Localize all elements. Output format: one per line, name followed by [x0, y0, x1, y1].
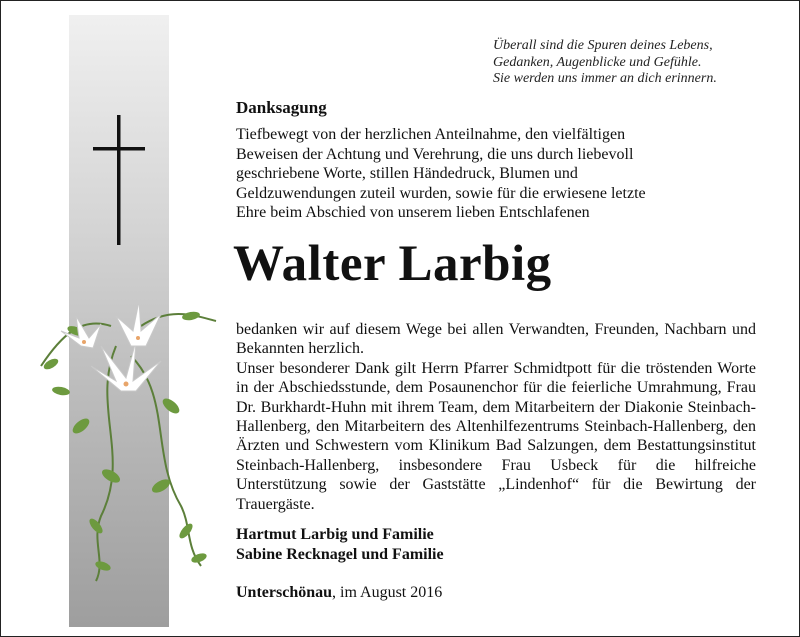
lily-bouquet-icon: [21, 286, 221, 586]
cross-icon: [93, 115, 145, 245]
intro-line: Geldzuwendungen zuteil wurden, sowie für die erwiesene letzte: [236, 184, 646, 202]
intro-line: geschriebene Worte, stillen Händedruck, Blumen und: [236, 165, 578, 182]
signatures: [236, 525, 444, 565]
signature-line: Hartmut Larbig und Familie: [236, 526, 434, 543]
date-text: , im August 2016: [332, 584, 443, 601]
thanks-paragraph: Unser besonderer Dank gilt Herrn Pfarrer Schmidtpott für die tröstenden Worte in der Abschiedsstunde, dem Posaunenchor für die feierliche Umrahmung, Frau Dr. Burkhardt-Huhn mit ihrem Team, dem Mitarbeitern der Diakonie Steinbach-Hallenberg, den Mitarbeitern des Altenhilfezentrums Steinbach-Hallenberg, den Ärzten und Schwestern vom Klinikum Bad Salzungen, dem Bestattungsinstitut Steinbach-Hallenberg, insbesondere Frau Usbeck für die hilfreiche Unterstützung sowie der Gaststätte „Lindenhof“ für die Bewirtung der Trauergäste.: [236, 359, 756, 513]
quote-line: Gedanken, Augenblicke und Gefühle.: [493, 54, 702, 70]
intro-line: Tiefbewegt von der herzlichen Anteilnahme, den vielfältigen: [236, 126, 626, 143]
intro-line: Beweisen der Achtung und Verehrung, die uns durch liebevoll: [236, 145, 634, 163]
quote-line: Sie werden uns immer an dich erinnern.: [493, 71, 717, 86]
deceased-name: Walter Larbig: [233, 236, 552, 292]
quote-line: Überall sind die Spuren deines Lebens,: [493, 38, 713, 53]
intro-text: [236, 125, 756, 223]
thanks-body: [236, 320, 756, 514]
notice-heading: Danksagung: [236, 98, 327, 117]
intro-line: Ehre beim Abschied von unserem lieben Entschlafenen: [236, 204, 590, 221]
place-name: Unterschönau: [236, 584, 333, 601]
thanks-paragraph: bedanken wir auf diesem Wege bei allen Verwandten, Freunden, Nachbarn und Bekannten herzlich.: [236, 321, 756, 358]
memorial-quote: [493, 38, 783, 88]
place-date: [236, 584, 442, 602]
signature-line: Sabine Recknagel und Familie: [236, 546, 444, 563]
